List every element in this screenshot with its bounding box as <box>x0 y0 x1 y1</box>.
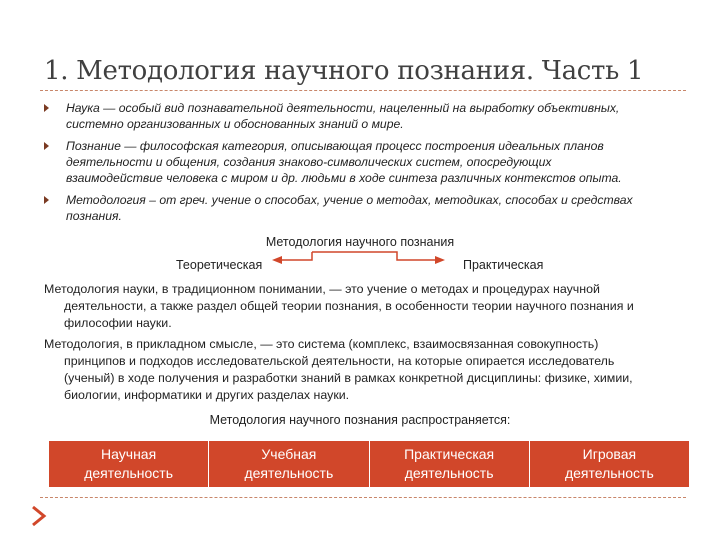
bullet-item-cognition <box>44 138 684 186</box>
bullet-text-line: Наука — особый вид познавательной деятельности, нацеленный на выработку объективных, <box>66 101 620 115</box>
title-divider <box>40 90 686 91</box>
paragraph-traditional <box>44 281 676 332</box>
cell-line: деятельность <box>564 465 654 481</box>
slide-title: 1. Методология научного познания. Часть 1 <box>44 56 644 86</box>
cell-line: Учебная <box>261 446 317 462</box>
paragraph-line: биологии, информатики и других разделах науки. <box>64 388 350 402</box>
bullet-arrow-icon <box>44 142 49 150</box>
table-cell <box>49 441 209 487</box>
branch-diagram <box>262 250 452 274</box>
paragraph-applied <box>44 336 676 404</box>
paragraph-line: деятельности, а также раздел общей теории познания, в особенности теории научного познания и <box>64 299 634 313</box>
bullet-arrow-icon <box>44 196 49 204</box>
paragraph-line: философии науки. <box>64 316 172 330</box>
bullet-text-line: Методология – от греч. учение о способах, учение о методах, методиках, способах и средствах <box>66 193 633 207</box>
arrow-left-icon <box>272 256 282 264</box>
bullet-text-line: Познание — философская категория, описывающая процесс построения идеальных планов <box>66 139 604 153</box>
cell-line: деятельность <box>84 465 174 481</box>
bullet-text-line: взаимодействие человека с миром и др. людьми в ходе синтеза различных контекстов опыта. <box>66 171 622 185</box>
bullet-text-line: деятельности и общения, создания знаково-символических систем, опосредующих <box>66 155 552 169</box>
paragraph-line: (ученый) в ходе получения и разработки знаний в рамках конкретной дисциплины: физике, химии, <box>64 371 633 385</box>
cell-line: деятельность <box>244 465 334 481</box>
next-slide-arrow-icon[interactable] <box>29 505 49 527</box>
diagram-connector <box>312 252 437 260</box>
diagram-root-label: Методология научного познания <box>265 235 455 249</box>
arrow-right-icon <box>435 256 445 264</box>
diagram-right-label: Практическая <box>463 258 544 272</box>
bullet-item-methodology <box>44 192 684 224</box>
table-cell <box>530 441 689 487</box>
diagram-connector <box>280 252 312 260</box>
cell-line: Практическая <box>404 446 495 462</box>
cell-line: деятельность <box>404 465 494 481</box>
activity-table <box>49 441 689 487</box>
cell-line: Игровая <box>582 446 637 462</box>
paragraph-line: принципов и подходов исследовательской деятельности, на которые опирается исследователь <box>64 354 615 368</box>
paragraph-line: Методология науки, в традиционном понимании, — это учение о методах и процедурах научной <box>44 282 600 296</box>
bottom-divider <box>40 497 686 498</box>
bullet-text-line: системно организованных и обоснованных знаний о мире. <box>66 117 404 131</box>
bullet-arrow-icon <box>44 104 49 112</box>
paragraph-line: Методология, в прикладном смысле, — это система (комплекс, взаимосвязанная совокупность) <box>44 337 599 351</box>
bullet-list <box>44 100 684 230</box>
spread-label: Методология научного познания распространяется: <box>209 413 511 427</box>
cell-line: Научная <box>101 446 157 462</box>
table-cell <box>370 441 530 487</box>
table-cell <box>209 441 369 487</box>
bullet-item-science <box>44 100 684 132</box>
diagram-left-label: Теоретическая <box>176 258 263 272</box>
bullet-text-line: познания. <box>66 209 122 223</box>
